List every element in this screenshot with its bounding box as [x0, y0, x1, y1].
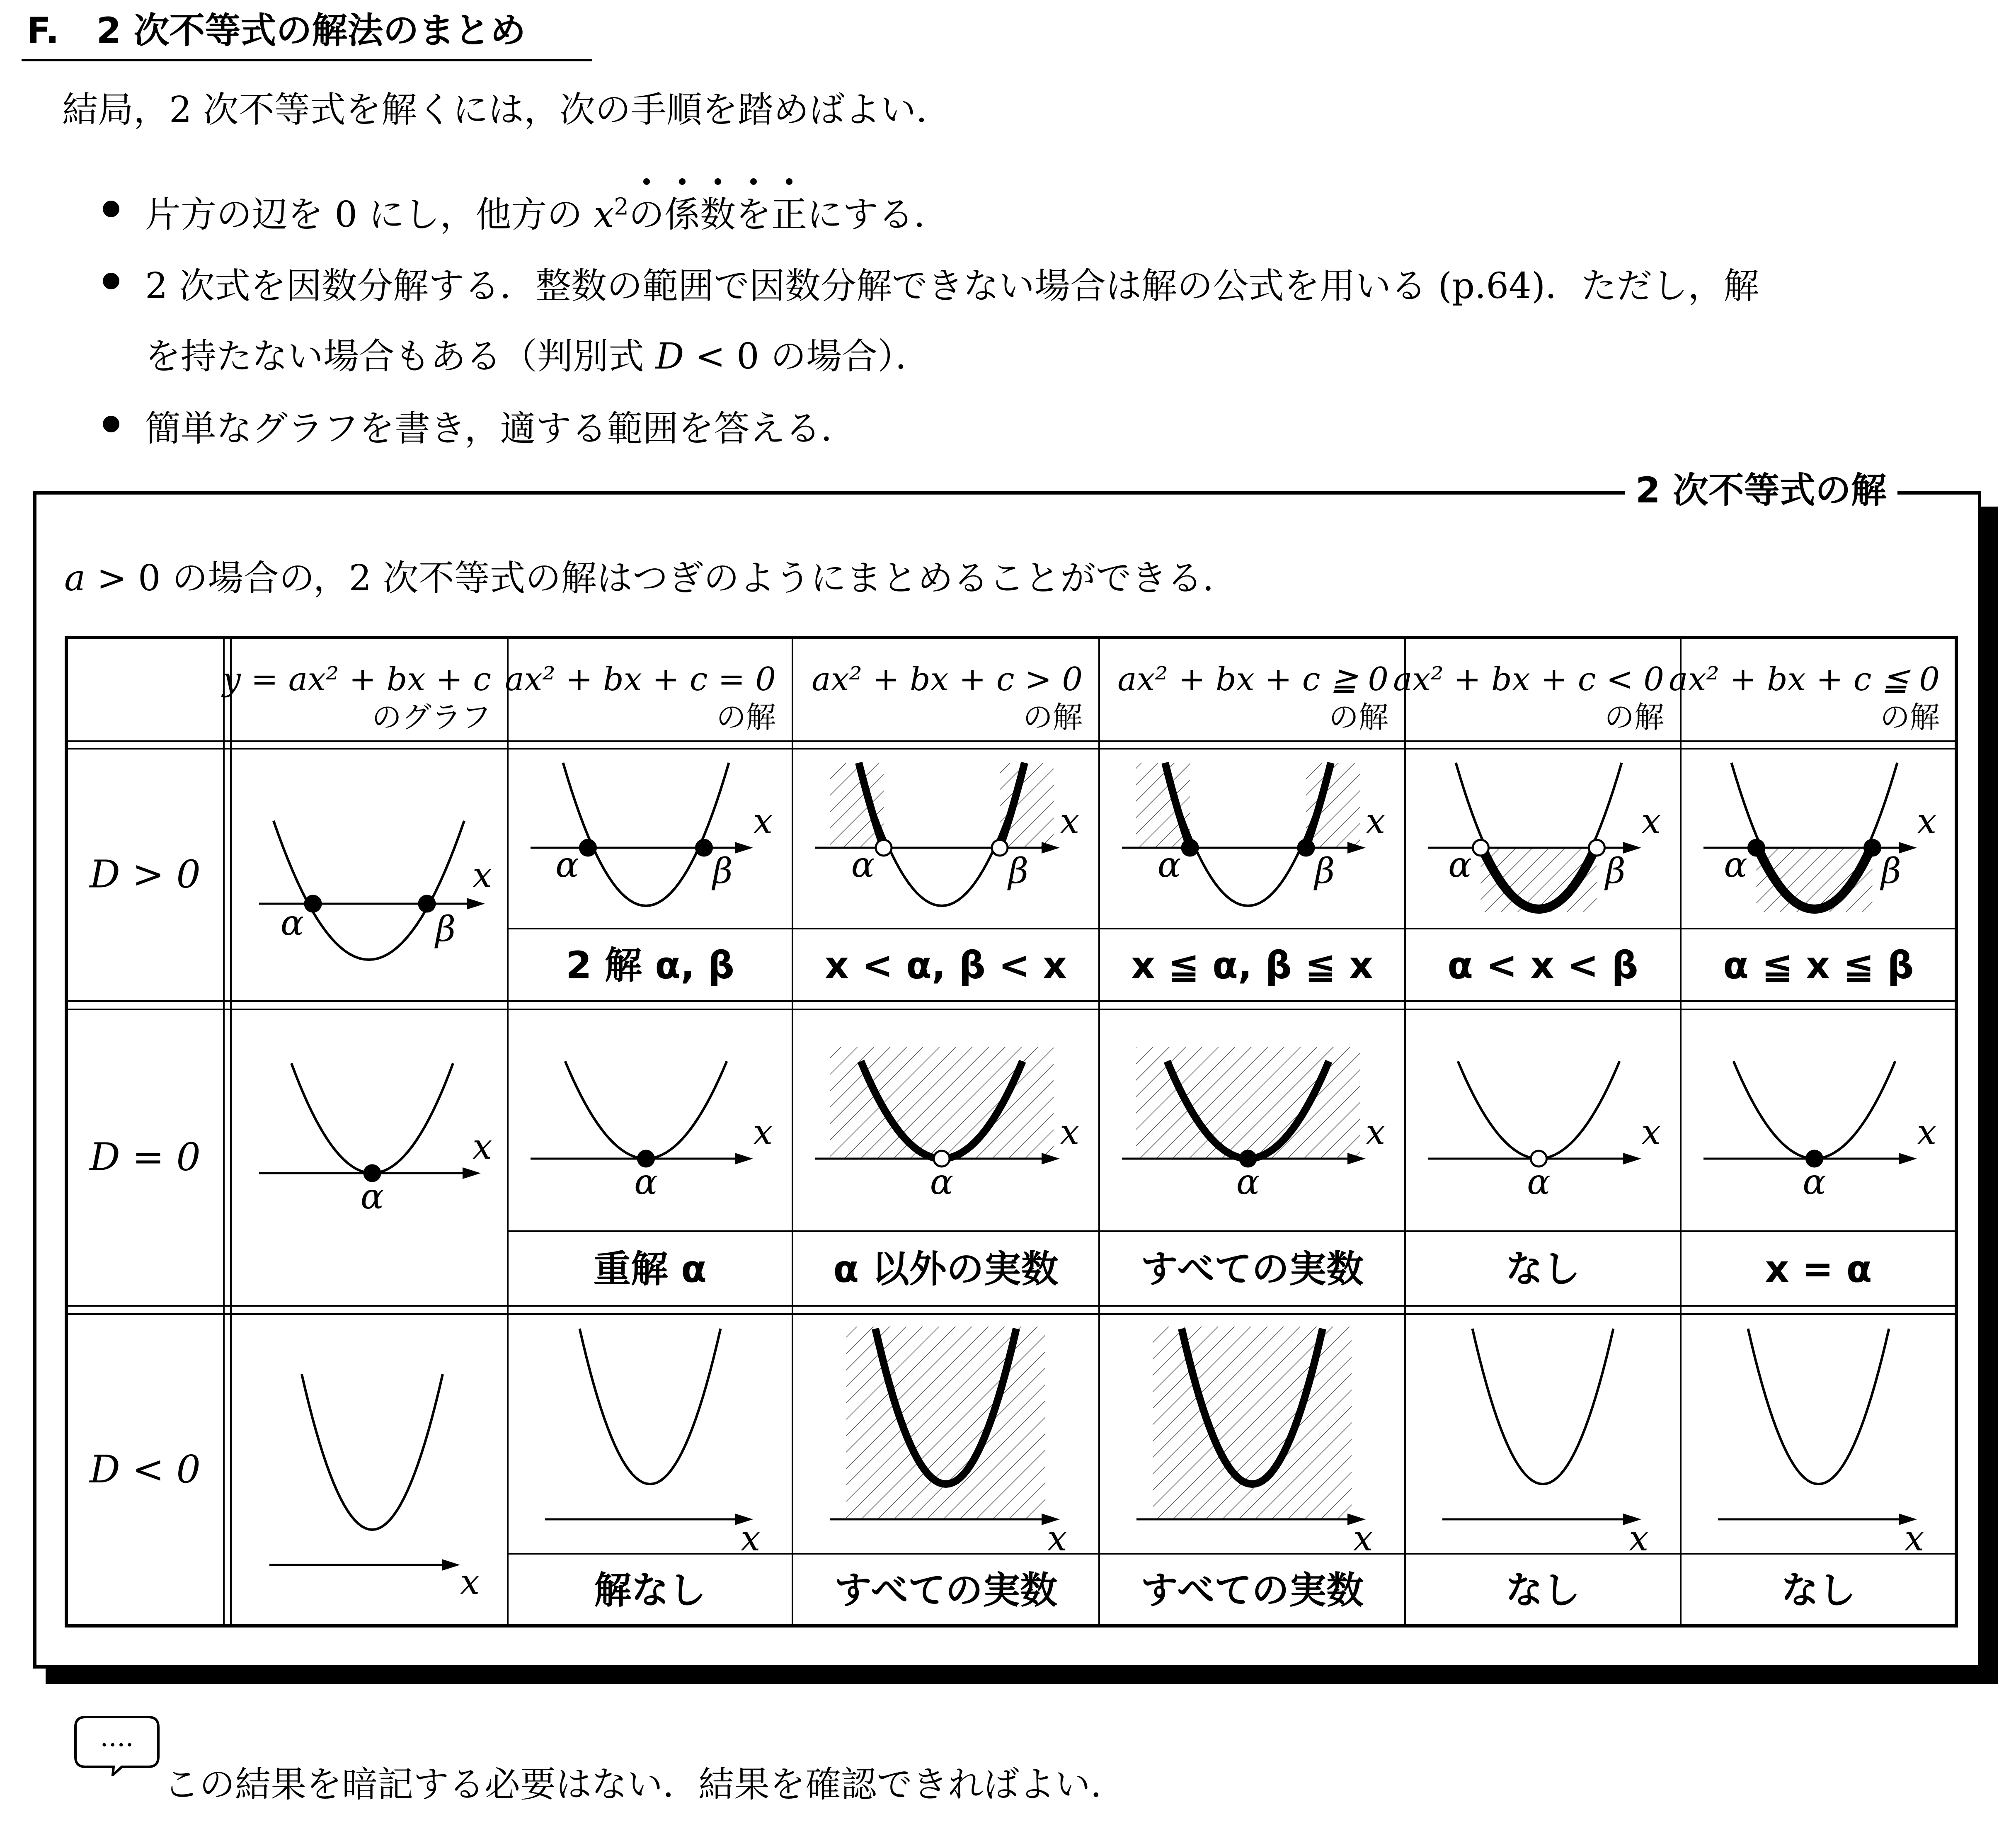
box-title: 2 次不等式の解: [1625, 468, 1897, 513]
axis-label: x: [1641, 1112, 1661, 1152]
alpha-label: α: [851, 844, 875, 885]
alpha-label: α: [360, 1176, 384, 1217]
axis-arrow: [1899, 842, 1917, 854]
intro-text: 結局，2 次不等式を解くには，次の手順を踏めばよい．: [62, 89, 952, 131]
axis-arrow: [442, 1559, 460, 1571]
parabola: [565, 1061, 727, 1159]
row-label: D = 0: [90, 1135, 201, 1179]
axis-label: x: [1917, 801, 1937, 842]
speech-bubble-icon: [73, 1715, 161, 1776]
answer-cell: x ≦ α, β ≦ x: [1131, 944, 1374, 987]
axis-arrow: [1623, 842, 1641, 854]
open-point: [1473, 840, 1489, 856]
answer-cell: すべての実数: [1140, 1569, 1364, 1612]
alpha-label: α: [1724, 844, 1747, 885]
beta-label: β: [1605, 851, 1626, 891]
bullet-1-post: にする．: [807, 194, 950, 235]
open-point: [876, 840, 892, 856]
bullet-1-sup: 2: [614, 193, 629, 221]
answer-cell: すべての実数: [834, 1569, 1058, 1612]
box-intro-var: a: [64, 558, 86, 599]
answer-cell: α ≦ x ≦ β: [1723, 944, 1914, 987]
answer-cell: なし: [1505, 1247, 1580, 1291]
bullet-2-var: D: [655, 336, 684, 377]
axis-label: x: [741, 1518, 761, 1559]
closed-point: [1749, 840, 1764, 856]
header-equation: ax² + bx + c ≧ 0: [1117, 661, 1388, 698]
axis-label: x: [1353, 1518, 1373, 1559]
emph-char: 正: [771, 186, 807, 237]
axis-label: x: [1060, 1112, 1080, 1152]
parabola: [563, 763, 729, 906]
closed-point: [1298, 840, 1314, 856]
beta-label: β: [1881, 851, 1901, 891]
parabola: [1734, 1061, 1895, 1159]
parabola: [1473, 1329, 1614, 1484]
header-caption: のグラフ: [371, 700, 491, 735]
closed-point: [1182, 840, 1198, 856]
alpha-label: α: [280, 902, 304, 943]
emph-char: 数: [700, 186, 736, 237]
axis-label: x: [460, 1562, 480, 1602]
axis-label: x: [753, 801, 773, 842]
parabola: [1748, 1329, 1889, 1484]
answer-cell: 解なし: [594, 1569, 706, 1612]
header-equation: y = ax² + bx + c: [222, 661, 491, 698]
bullet-1-pre: 片方の辺を 0 にし，他方の: [145, 194, 594, 235]
parabola: [1458, 1061, 1620, 1159]
answer-cell: α < x < β: [1447, 944, 1638, 987]
hatched-region: [1153, 1327, 1352, 1519]
axis-label: x: [1366, 1112, 1386, 1152]
closed-point: [419, 896, 435, 912]
footer-text: この結果を暗記する必要はない．結果を確認できればよい．: [164, 1764, 1126, 1805]
alpha-label: α: [634, 1162, 658, 1202]
header-caption: の解: [1880, 700, 1940, 735]
closed-point: [1865, 840, 1880, 856]
beta-label: β: [712, 851, 733, 891]
bullet-2-post: < 0 の場合）．: [684, 336, 931, 377]
alpha-label: α: [1527, 1162, 1551, 1202]
alpha-label: α: [930, 1162, 954, 1202]
axis-label: x: [1629, 1518, 1649, 1559]
axis-label: x: [472, 855, 492, 895]
parabola: [302, 1374, 443, 1530]
closed-point: [696, 840, 712, 856]
closed-point: [580, 840, 596, 856]
emph-char: を: [736, 186, 771, 237]
box-intro-text: > 0 の場合の，2 次不等式の解はつぎのようにまとめることができる．: [85, 558, 1238, 599]
answer-cell: x = α: [1765, 1247, 1872, 1291]
answer-cell: 2 解 α, β: [565, 944, 735, 987]
bullet-2-pre: を持たない場合もある（判別式: [145, 336, 656, 377]
header-caption: の解: [1328, 700, 1388, 735]
answer-cell: x < α, β < x: [824, 944, 1067, 987]
answer-cell: なし: [1505, 1569, 1580, 1612]
beta-label: β: [435, 909, 456, 949]
section-title: 2 次不等式の解法のまとめ: [96, 10, 526, 51]
answer-cell: α 以外の実数: [833, 1247, 1059, 1291]
axis-arrow: [735, 842, 753, 854]
axis-arrow: [1623, 1153, 1641, 1164]
bubble-dots: ....: [100, 1722, 134, 1753]
axis-label: x: [472, 1126, 492, 1167]
parabola: [291, 1063, 453, 1173]
header-equation: ax² + bx + c = 0: [505, 661, 776, 698]
axis-label: x: [1366, 801, 1386, 842]
open-point: [992, 840, 1008, 856]
row-label: D < 0: [90, 1447, 201, 1492]
row-label: D > 0: [90, 852, 201, 897]
header-equation: ax² + bx + c < 0: [1393, 661, 1664, 698]
beta-label: β: [1314, 851, 1335, 891]
emph-char: の: [629, 186, 664, 237]
bullet-3: 簡単なグラフを書き，適する範囲を答える．: [145, 408, 857, 449]
answer-cell: 重解 α: [593, 1247, 707, 1291]
axis-label: x: [1917, 1112, 1937, 1152]
axis-arrow: [467, 898, 485, 910]
axis-label: x: [1047, 1518, 1067, 1559]
alpha-label: α: [1236, 1162, 1260, 1202]
alpha-label: α: [1157, 844, 1181, 885]
bullet-2-line1: 2 次式を因数分解する．整数の範囲で因数分解できない場合は解の公式を用いる (p.64)．ただし，解: [145, 265, 1759, 307]
alpha-label: α: [1448, 844, 1472, 885]
bullet-1-var: x: [594, 194, 614, 235]
axis-label: x: [1905, 1518, 1924, 1559]
header-equation: ax² + bx + c > 0: [812, 661, 1083, 698]
axis-label: x: [1060, 801, 1080, 842]
axis-label: x: [753, 1112, 773, 1152]
section-mark: F.: [27, 10, 59, 51]
axis-label: x: [1641, 801, 1661, 842]
axis-arrow: [463, 1167, 481, 1179]
header-caption: の解: [716, 700, 776, 735]
answer-cell: すべての実数: [1140, 1247, 1364, 1291]
axis-arrow: [735, 1153, 753, 1164]
open-point: [1589, 840, 1605, 856]
axis-arrow: [1899, 1153, 1917, 1164]
alpha-label: α: [555, 844, 579, 885]
header-caption: の解: [1604, 700, 1664, 735]
emph-char: 係: [664, 186, 700, 237]
closed-point: [305, 896, 321, 912]
hatched-region: [846, 1327, 1045, 1519]
header-caption: の解: [1023, 700, 1083, 735]
answer-cell: なし: [1781, 1569, 1856, 1612]
beta-label: β: [1008, 851, 1029, 891]
parabola: [580, 1329, 721, 1484]
alpha-label: α: [1803, 1162, 1826, 1202]
header-equation: ax² + bx + c ≦ 0: [1669, 661, 1940, 698]
